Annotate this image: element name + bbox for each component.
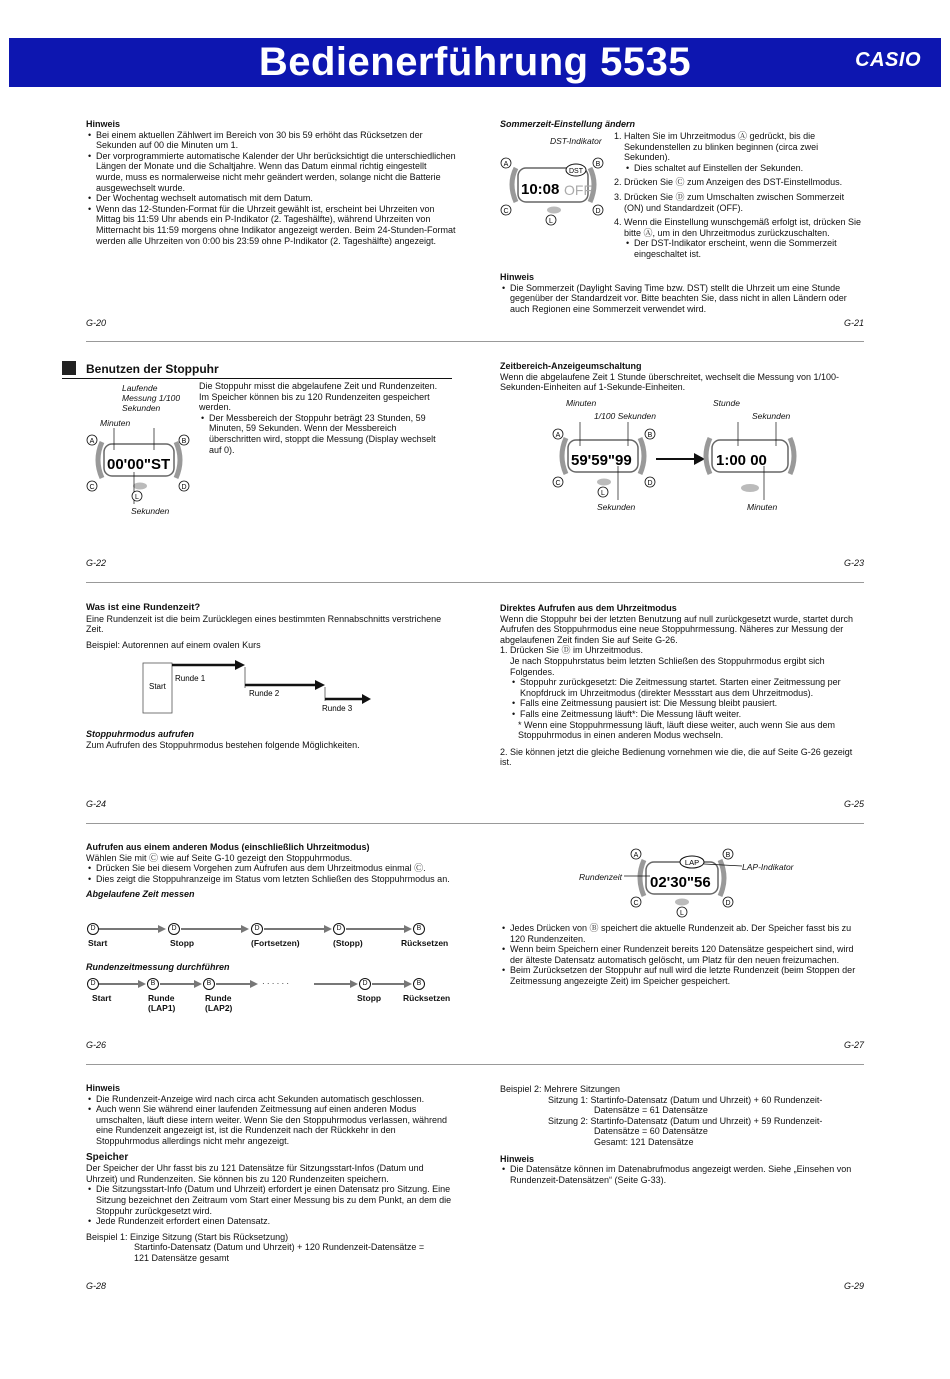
g21-step: 3. Drücken Sie Ⓓ zum Umschalten zwischen Sommerzeit (ON) und Standardzeit (OFF). <box>624 192 864 213</box>
button-d-icon: D <box>168 923 180 935</box>
flow-label: (Stopp) <box>333 938 363 948</box>
seconds-label: Sekunden <box>752 411 791 421</box>
page-number: G-23 <box>844 558 865 568</box>
button-a-icon: A <box>89 438 95 445</box>
watch-display: 10:08 <box>521 181 560 198</box>
dst-indicator-label: DST-Indikator <box>550 136 602 146</box>
g29-s1-line1: Sitzung 1: Startinfo-Datensatz (Datum und Uhrzeit) + 60 Rundenzeit- <box>548 1094 823 1105</box>
button-d-icon: D <box>181 484 187 491</box>
hundredths-label: 1/100 Sekunden <box>594 411 656 421</box>
watch-display: 02'30"56 <box>650 874 711 891</box>
flow-elapsed <box>86 922 458 952</box>
g28-heading: Hinweis <box>86 1083 121 1093</box>
flow-label: Runde (LAP1) <box>148 993 176 1013</box>
g21-note-heading: Hinweis <box>500 272 535 282</box>
brand-logo: CASIO <box>855 49 921 71</box>
button-c-icon: C <box>503 208 509 215</box>
section-g26 <box>86 842 458 900</box>
g28-bullet: • Auch wenn Sie während einer laufenden Zeitmessung auf einen anderen Modus umschalten, läuft diese intern weiter. Wenn Sie den Stoppuhrmodus verlassen, während eine Rundenzeit angezeigt ist, ist die Rundenzeit nach der Rückkehr in den Stoppuhrmodus allerdings nicht mehr angezeigt. <box>96 1104 456 1146</box>
g24-heading: Was ist eine Rundenzeit? <box>86 602 201 613</box>
g20-bullet: • Der Wochentag wechselt automatisch mit dem Datum. <box>96 193 456 204</box>
page-number: G-27 <box>844 1040 865 1050</box>
g26-paragraph: Wählen Sie mit Ⓒ wie auf Seite G-10 gezeigt den Stoppuhrmodus. <box>86 852 353 863</box>
section-marker-icon <box>62 361 76 375</box>
g28-sub-heading: Speicher <box>86 1151 129 1163</box>
watch-display: 59'59"99 <box>571 452 632 469</box>
header-banner <box>9 38 941 87</box>
section-g20 <box>86 119 456 246</box>
g29-s2-line1: Sitzung 2: Startinfo-Datensatz (Datum und Uhrzeit) + 59 Rundenzeit- <box>548 1115 823 1126</box>
lap3-label: Runde 3 <box>322 704 353 713</box>
running-label: Laufende Messung 1/100 Sekunden <box>122 383 181 413</box>
page-number: G-25 <box>844 799 865 809</box>
flow-label: Stopp <box>170 938 195 948</box>
g26-bullet: • Dies zeigt die Stoppuhranzeige im Status vom letzten Schließen des Stoppuhrmodus an. <box>96 874 458 885</box>
flow-label: Start <box>92 993 112 1003</box>
section-g25 <box>500 603 864 768</box>
minutes-label: Minuten <box>747 502 778 512</box>
g25-heading: Direktes Aufrufen aus dem Uhrzeitmodus <box>500 603 677 613</box>
g29-s2-line2: Datensätze = 60 Datensätze <box>594 1126 708 1137</box>
watch-stopwatch-diagram <box>84 428 194 508</box>
section-g27 <box>500 923 864 987</box>
g28-sub-bullet: • Jede Rundenzeit erfordert einen Datensatz. <box>96 1216 456 1227</box>
g28-sub-bullet: • Die Sitzungsstart-Info (Datum und Uhrzeit) erfordert je einen Datensatz pro Sitzung. Eine Sitzung bezeichnet den Zeitraum vom Start einer Messung bis zu dem Punkt, an dem die Stoppuhr zurückgesetzt wird. <box>96 1184 456 1216</box>
button-b-icon: B <box>413 923 425 935</box>
g24-paragraph: Eine Rundenzeit ist die beim Zurücklegen eines bestimmten Rennabschnitts verstrichene Zeit. <box>86 613 442 635</box>
lap-indicator: LAP <box>684 858 700 867</box>
g21-step: Wenn die Einstellung wunschgemäß erfolgt ist, drücken Sie bitte Ⓐ, um in den Uhrzeitmodus zurückzuschalten. <box>624 217 861 238</box>
watch-display: 1:00 00 <box>716 452 767 469</box>
watch-dst-diagram <box>498 146 608 226</box>
button-l-icon: L <box>680 910 684 917</box>
button-b-icon: B <box>181 438 187 445</box>
g24-example: Beispiel: Autorennen auf einem ovalen Kurs <box>86 639 261 650</box>
g29-s1-line2: Datensätze = 61 Datensätze <box>594 1105 708 1116</box>
flow-arrows <box>86 922 458 936</box>
g23-paragraph: Wenn die abgelaufene Zeit 1 Stunde überschreitet, wechselt die Messung von 1/100-Sekunden-Einheiten auf 1-Sekunde-Einheiten. <box>500 371 840 393</box>
g27-bullet: • Beim Zurücksetzen der Stoppuhr auf null wird die letzte Rundenzeit (beim Stoppen der Zeitmessung angezeigte Zeit) im Speicher gespeichert. <box>510 965 864 986</box>
flow-dots: · · · · · · <box>262 979 290 988</box>
page-number: G-21 <box>844 318 865 328</box>
flow-label: (Fortsetzen) <box>251 938 300 948</box>
button-l-icon: L <box>601 490 605 497</box>
g22-paragraph: Die Stoppuhr misst die abgelaufene Zeit und Rundenzeiten. Im Speicher können bis zu 120 Rundenzeiten gespeichert werden. <box>199 381 438 413</box>
g21-step4-sub: • Der DST-Indikator erscheint, wenn die Sommerzeit eingeschaltet ist. <box>634 238 864 259</box>
page-number: G-29 <box>844 1281 865 1291</box>
button-c-icon: C <box>89 484 95 491</box>
flow1-heading: Abgelaufene Zeit messen <box>86 889 195 900</box>
g28-bullet: • Die Rundenzeit-Anzeige wird nach circa acht Sekunden automatisch geschlossen. <box>96 1094 456 1105</box>
arrow-right-icon <box>656 452 706 466</box>
g26-bullet: • Drücken Sie bei diesem Vorgehen zum Aufrufen aus dem Uhrzeitmodus einmal Ⓒ. <box>96 863 458 874</box>
button-d-icon: D <box>87 978 99 990</box>
g25-bullet: • Stoppuhr zurückgesetzt: Die Zeitmessung startet. Starten einer Zeitmessung per Knopfdruck im Uhrzeitmodus (direkter Messstart aus dem Uhrzeitmodus). <box>520 677 864 698</box>
g21-heading: Sommerzeit-Einstellung ändern <box>500 119 636 129</box>
page-number: G-20 <box>86 318 107 328</box>
section-g23 <box>500 361 862 393</box>
button-c-icon: C <box>555 480 561 487</box>
button-d-icon: D <box>647 480 653 487</box>
flow-label: Runde (LAP2) <box>205 993 233 1013</box>
g21-step1-sub: • Dies schaltet auf Einstellen der Sekunden. <box>634 163 864 174</box>
page-number: G-26 <box>86 1040 107 1050</box>
g28-example1-line2: 121 Datensätze gesamt <box>134 1252 230 1263</box>
button-a-icon: A <box>555 432 561 439</box>
dst-indicator: DST <box>569 168 583 175</box>
button-b-icon: B <box>147 978 159 990</box>
lap-indicator-label: LAP-Indikator <box>742 862 794 872</box>
button-a-icon: A <box>503 161 509 168</box>
g25-bullet: • Falls eine Zeitmessung pausiert ist: Die Messung bleibt pausiert. <box>520 698 864 709</box>
divider <box>86 823 864 824</box>
button-l-icon: L <box>135 494 139 501</box>
button-d-icon: D <box>595 208 601 215</box>
button-c-icon: C <box>633 900 639 907</box>
g21-step: Halten Sie im Uhrzeitmodus Ⓐ gedrückt, bis die Sekundenstellen zu blinken beginnen (circa zwei Sekunden). <box>624 131 819 163</box>
divider <box>86 1064 864 1065</box>
g21-note-text: • Die Sommerzeit (Daylight Saving Time bzw. DST) stellt die Uhrzeit um eine Stunde gegenüber der Standardzeit vor. Bitte beachten Sie, dass nicht in allen Ländern oder auch Regionen eine Sommerzeit verwendet wird. <box>510 283 862 315</box>
button-d-icon: D <box>725 900 731 907</box>
flow-label: Stopp <box>357 993 382 1003</box>
g20-bullet: • Wenn das 12-Stunden-Format für die Uhrzeit gewählt ist, erscheint bei Uhrzeiten von Mittag bis 11:59 Uhr abends ein P-Indikator (2. Tageshälfte), während Uhrzeiten von Mitternacht bis 11:59 morgens ohne Indikator angezeigt werden. Beim 24-Stunden-Format werden alle Uhrzeiten von 0:00 bis 23:59 ohne P-Indikator (2. Tageshälfte) angezeigt. <box>96 204 456 246</box>
g22-heading: Benutzen der Stoppuhr <box>86 362 219 376</box>
button-d-icon: D <box>333 923 345 935</box>
button-b-icon: B <box>725 852 731 859</box>
g29-note-heading: Hinweis <box>500 1153 535 1164</box>
g27-bullet: • Wenn beim Speichern einer Rundenzeit bereits 120 Datensätze gespeichert sind, wird der älteste Datensatz automatisch gelöscht, um Platz für den neuen freizumachen. <box>510 944 864 965</box>
minutes-label: Minuten <box>566 398 597 408</box>
g28-sub-text: Der Speicher der Uhr fasst bis zu 121 Datensätze für Sitzungsstart-Infos (Datum und Uhrzeit) und Rundenzeiten. Sie können bis zu 120 Rundenzeiten speichern. <box>86 1163 424 1184</box>
start-label: Start <box>149 682 166 691</box>
g25-step1: 1. Drücken Sie Ⓓ im Uhrzeitmodus. <box>500 645 644 656</box>
button-a-icon: A <box>633 852 639 859</box>
g29-example2-title: Beispiel 2: Mehrere Sitzungen <box>500 1084 621 1094</box>
g21-step: 2. Drücken Sie Ⓒ zum Anzeigen des DST-Einstellmodus. <box>624 177 864 188</box>
g28-example1-title: Beispiel 1: Einzige Sitzung (Start bis Rücksetzung) <box>86 1231 289 1242</box>
g25-paragraph: Wenn die Stoppuhr bei der letzten Benutzung auf null zurückgesetzt wurde, startet durch Aufrufen des Stoppuhrmodus eine neue Stoppuhrmessung. Näheres zur Messung der abgelaufenen Zeit finden Sie auf Seite G-26. <box>500 613 854 645</box>
page-number: G-28 <box>86 1281 107 1291</box>
flow-label: Rücksetzen <box>403 993 451 1003</box>
g23-heading: Zeitbereich-Anzeigeumschaltung <box>500 361 642 371</box>
button-b-icon: B <box>413 978 425 990</box>
g24-sub-text: Zum Aufrufen des Stoppuhrmodus bestehen folgende Möglichkeiten. <box>86 739 360 750</box>
g27-bullet: • Jedes Drücken von Ⓑ speichert die aktuelle Rundenzeit ab. Der Speicher fasst bis zu 120 Rundenzeiten. <box>510 923 864 944</box>
section-g29 <box>500 1084 864 1185</box>
g20-heading: Hinweis <box>86 119 121 129</box>
g25-step2-text: Sie können jetzt die gleiche Bedienung vornehmen wie die, die auf Seite G-26 gezeigt ist. <box>500 746 853 768</box>
page-number: G-24 <box>86 799 107 809</box>
g22-bullet: • Der Messbereich der Stoppuhr beträgt 23 Stunden, 59 Minuten, 59 Sekunden. Wenn der Messbereich überschritten wird, stoppt die Messung (Display wechselt auf 0). <box>209 413 439 455</box>
g25-bullet: • Falls eine Zeitmessung läuft*: Die Messung läuft weiter. <box>520 709 864 720</box>
watch-display: 00'00"ST <box>107 456 171 473</box>
g25-step2: 2. Sie können jetzt die gleiche Bedienung vornehmen wie die, die auf Seite G-26 gezeigt ist. <box>500 746 853 768</box>
lap2-label: Runde 2 <box>249 689 280 698</box>
g25-step1-text: Drücken Sie Ⓓ im Uhrzeitmodus. <box>510 645 644 656</box>
button-b-icon: B <box>203 978 215 990</box>
flow-lap <box>86 977 458 1017</box>
lap1-label: Runde 1 <box>175 674 206 683</box>
page-number: G-22 <box>86 558 107 568</box>
g25-step1-detail: Je nach Stoppuhrstatus beim letzten Schließen des Stoppuhrmodus ergibt sich Folgendes. <box>510 655 825 677</box>
flow-label: Start <box>88 938 108 948</box>
off-indicator: OFF <box>564 182 592 198</box>
seconds-label: Sekunden <box>597 502 636 512</box>
lap-time-label: Rundenzeit <box>579 872 623 882</box>
button-l-icon: L <box>549 218 553 225</box>
g21-steps <box>612 131 864 260</box>
button-d-icon: D <box>251 923 263 935</box>
g29-note: • Die Datensätze können im Datenabrufmodus angezeigt werden. Siehe „Einsehen von Rundenzeit-Datensätzen“ (Seite G-33). <box>510 1164 864 1185</box>
divider <box>86 341 864 342</box>
watch-right-diagram <box>702 422 802 502</box>
g26-heading: Aufrufen aus einem anderen Modus (einschließlich Uhrzeitmodus) <box>86 842 370 852</box>
watch-lap-diagram <box>624 844 744 920</box>
flow-label: Rücksetzen <box>401 938 449 948</box>
section-g28 <box>86 1083 456 1264</box>
g22-text <box>199 381 439 455</box>
button-b-icon: B <box>595 161 601 168</box>
g25-footnote: * Wenn eine Stoppuhrmessung läuft, läuft diese weiter, auch wenn Sie aus dem Stoppuhrmodus in einen anderen Modus wechseln. <box>518 719 836 741</box>
g24-sub-heading: Stoppuhrmodus aufrufen <box>86 729 194 739</box>
section-g21 <box>500 119 862 130</box>
g29-total: Gesamt: 121 Datensätze <box>594 1136 694 1147</box>
watch-left-diagram <box>548 422 660 502</box>
g22-heading-bar <box>62 361 452 379</box>
page-title: Bedienerführung 5535 <box>258 40 692 84</box>
g28-example1-line1: Startinfo-Datensatz (Datum und Uhrzeit) + 120 Rundenzeit-Datensätze = <box>134 1242 425 1253</box>
seconds-label: Sekunden <box>131 506 170 516</box>
g20-bullet: • Bei einem aktuellen Zählwert im Bereich von 30 bis 59 erhöht das Rücksetzen der Sekunden auf 00 die Minuten um 1. <box>96 130 456 151</box>
g24-sub <box>86 729 456 750</box>
g20-bullets <box>86 130 456 247</box>
divider <box>86 582 864 583</box>
flow2-heading: Rundenzeitmessung durchführen <box>86 962 230 972</box>
lap-diagram <box>140 653 372 715</box>
button-d-icon: D <box>87 923 99 935</box>
hours-label: Stunde <box>713 398 740 408</box>
minutes-label: Minuten <box>100 418 131 428</box>
button-b-icon: B <box>647 432 653 439</box>
section-g24 <box>86 603 456 650</box>
g20-bullet: • Der vorprogrammierte automatische Kalender der Uhr berücksichtigt die unterschiedlichen Längen der Monate und die Schaltjahre. Wenn das Datum einmal richtig eingestellt wurde, muss es normalerweise nicht mehr geändert werden, solange nicht die Batterie ausgewechselt wurde. <box>96 151 456 193</box>
g21-note <box>500 272 862 314</box>
button-d-icon: D <box>359 978 371 990</box>
